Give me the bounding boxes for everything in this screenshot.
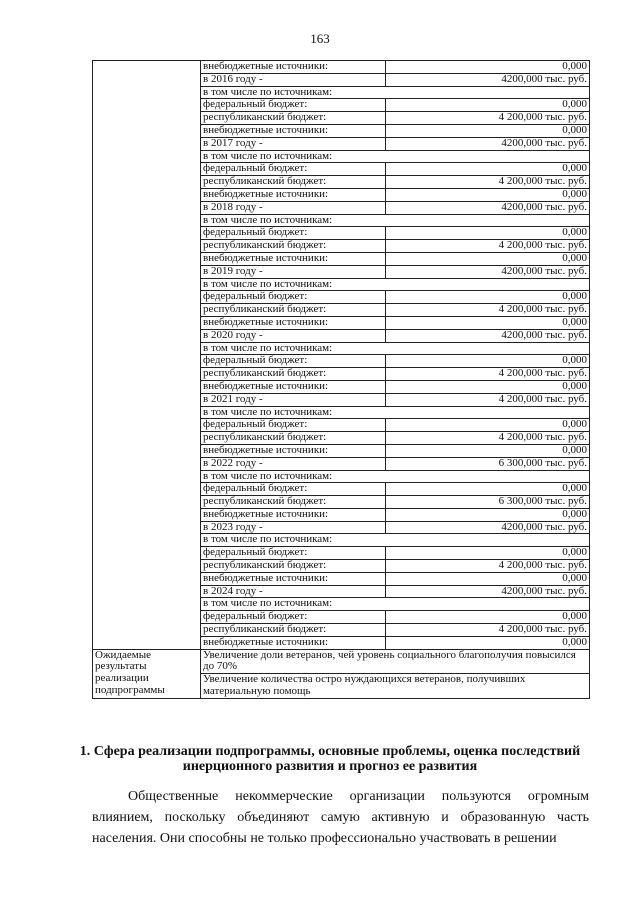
financing-label: внебюджетные источники: — [201, 636, 386, 649]
financing-value: 4200,000 тыс. руб. — [386, 137, 590, 150]
financing-value: 0,000 — [386, 636, 590, 649]
financing-value: 0,000 — [386, 124, 590, 137]
financing-value: 0,000 — [386, 508, 590, 521]
financing-value: 4 200,000 тыс. руб. — [386, 176, 590, 189]
financing-label: федеральный бюджет: — [201, 291, 386, 304]
financing-label: федеральный бюджет: — [201, 483, 386, 496]
financing-label: республиканский бюджет: — [201, 112, 386, 125]
financing-value: 4 200,000 тыс. руб. — [386, 304, 590, 317]
financing-value: 0,000 — [386, 483, 590, 496]
financing-label: внебюджетные источники: — [201, 380, 386, 393]
financing-rows — [93, 61, 590, 650]
financing-value: 0,000 — [386, 380, 590, 393]
financing-value: 0,000 — [386, 227, 590, 240]
financing-value: 4200,000 тыс. руб. — [386, 73, 590, 86]
paragraph: Общественные некоммерческие организации пользуются огромным влиянием, поскольку объединяют самую активную и образованную часть населения. Они способны не только профессионально участвовать в решении — [92, 789, 589, 846]
financing-label: республиканский бюджет: — [201, 624, 386, 637]
financing-label: федеральный бюджет: — [201, 227, 386, 240]
financing-label: федеральный бюджет: — [201, 163, 386, 176]
financing-label: в 2018 году - — [201, 201, 386, 214]
financing-label: внебюджетные источники: — [201, 444, 386, 457]
financing-label: республиканский бюджет: — [201, 304, 386, 317]
empty-left-cell — [93, 61, 201, 650]
financing-label: в 2017 году - — [201, 137, 386, 150]
financing-label: федеральный бюджет: — [201, 611, 386, 624]
financing-value: 0,000 — [386, 316, 590, 329]
table-row — [93, 649, 590, 674]
financing-value: 4 200,000 тыс. руб. — [386, 432, 590, 445]
financing-label: в 2022 году - — [201, 457, 386, 470]
financing-value: 0,000 — [386, 252, 590, 265]
financing-label: республиканский бюджет: — [201, 432, 386, 445]
financing-label: в том числе по источникам: — [201, 534, 590, 547]
financing-value: 0,000 — [386, 163, 590, 176]
financing-label: федеральный бюджет: — [201, 355, 386, 368]
financing-value: 0,000 — [386, 355, 590, 368]
financing-label: федеральный бюджет: — [201, 99, 386, 112]
section-heading: 1. Сфера реализации подпрограммы, основные проблемы, оценка последствий инерционного развития и прогноз ее развития — [79, 744, 581, 774]
financing-label: в том числе по источникам: — [201, 342, 590, 355]
financing-value: 4200,000 тыс. руб. — [386, 201, 590, 214]
financing-label: в том числе по источникам: — [201, 150, 590, 163]
financing-label: республиканский бюджет: — [201, 560, 386, 573]
financing-value: 4 200,000 тыс. руб. — [386, 112, 590, 125]
financing-label: в том числе по источникам: — [201, 214, 590, 227]
financing-label: в 2024 году - — [201, 585, 386, 598]
financing-value: 4200,000 тыс. руб. — [386, 329, 590, 342]
financing-label: в 2021 году - — [201, 393, 386, 406]
financing-label: внебюджетные источники: — [201, 316, 386, 329]
financing-value: 0,000 — [386, 572, 590, 585]
financing-label: в 2020 году - — [201, 329, 386, 342]
financing-value: 0,000 — [386, 291, 590, 304]
financing-label: в 2019 году - — [201, 265, 386, 278]
financing-value: 4 200,000 тыс. руб. — [386, 560, 590, 573]
financing-label: в том числе по источникам: — [201, 406, 590, 419]
financing-value: 0,000 — [386, 611, 590, 624]
financing-value: 4 200,000 тыс. руб. — [386, 240, 590, 253]
financing-label: республиканский бюджет: — [201, 496, 386, 509]
financing-value: 0,000 — [386, 547, 590, 560]
financing-value: 4 200,000 тыс. руб. — [386, 393, 590, 406]
financing-value: 0,000 — [386, 61, 590, 74]
financing-label: внебюджетные источники: — [201, 61, 386, 74]
expected-results-label: Ожидаемые результаты реализации подпрограммы — [93, 649, 201, 698]
body-text — [92, 786, 589, 849]
expected-results — [93, 649, 590, 698]
financing-value: 4200,000 тыс. руб. — [386, 521, 590, 534]
financing-label: в том числе по источникам: — [201, 598, 590, 611]
financing-label: федеральный бюджет: — [201, 547, 386, 560]
financing-label: внебюджетные источники: — [201, 124, 386, 137]
financing-label: внебюджетные источники: — [201, 188, 386, 201]
financing-label: в том числе по источникам: — [201, 86, 590, 99]
financing-label: федеральный бюджет: — [201, 419, 386, 432]
financing-value: 4200,000 тыс. руб. — [386, 265, 590, 278]
financing-value: 4200,000 тыс. руб. — [386, 585, 590, 598]
financing-value: 0,000 — [386, 188, 590, 201]
financing-label: внебюджетные источники: — [201, 508, 386, 521]
financing-label: в том числе по источникам: — [201, 470, 590, 483]
financing-value: 0,000 — [386, 419, 590, 432]
financing-value: 6 300,000 тыс. руб. — [386, 457, 590, 470]
financing-label: в 2016 году - — [201, 73, 386, 86]
financing-label: внебюджетные источники: — [201, 252, 386, 265]
financing-label: внебюджетные источники: — [201, 572, 386, 585]
financing-label: в том числе по источникам: — [201, 278, 590, 291]
financing-label: республиканский бюджет: — [201, 368, 386, 381]
page-number: 163 — [310, 31, 330, 46]
financing-table — [92, 60, 590, 699]
financing-value: 4 200,000 тыс. руб. — [386, 368, 590, 381]
table-row — [93, 61, 590, 74]
financing-label: в 2023 году - — [201, 521, 386, 534]
expected-result-item: Увеличение количества остро нуждающихся ветеранов, получивших материальную помощь — [201, 674, 590, 699]
financing-value: 0,000 — [386, 99, 590, 112]
financing-value: 0,000 — [386, 444, 590, 457]
financing-value: 6 300,000 тыс. руб. — [386, 496, 590, 509]
financing-label: республиканский бюджет: — [201, 240, 386, 253]
expected-result-item: Увеличение доли ветеранов, чей уровень социального благополучия повысился до 70% — [201, 649, 590, 674]
financing-label: республиканский бюджет: — [201, 176, 386, 189]
financing-value: 4 200,000 тыс. руб. — [386, 624, 590, 637]
